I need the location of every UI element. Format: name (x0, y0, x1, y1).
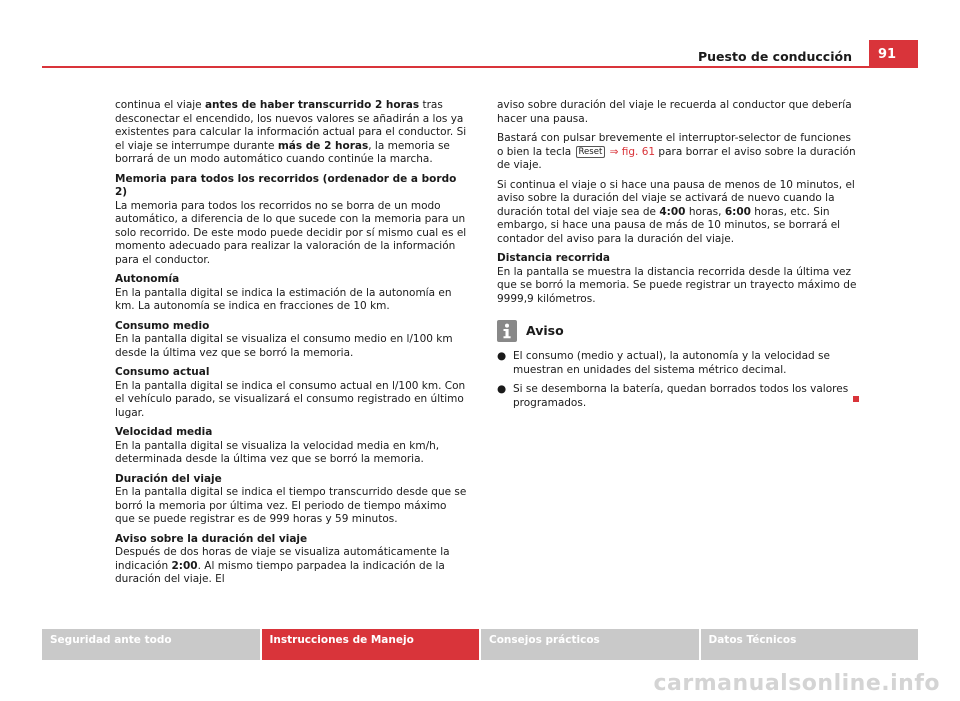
reset-key: Reset (576, 146, 606, 158)
memoria-text: La memoria para todos los recorridos no se borra de un modo automático, a diferencia de lo que sucede con la memoria para un solo recorrido. De este modo puede decidir por sí mismo cual es el momento adecuado para realizar la valoración de la información para el conductor. (115, 199, 467, 266)
footer-tab-instrucciones[interactable]: Instrucciones de Manejo (262, 629, 480, 660)
section-end-marker (853, 396, 859, 402)
footer-tab-consejos[interactable]: Consejos prácticos (481, 629, 699, 660)
display-value: 2:00 (171, 559, 198, 572)
aviso-header (497, 320, 857, 342)
memoria-heading: Memoria para todos los recorridos (ordenador de a bordo 2) (115, 172, 457, 198)
velocidad-media-text: En la pantalla digital se visualiza la velocidad media en km/h, determinada desde la última vez que se borró la memoria. (115, 439, 440, 465)
reset-instruction: Bastará con pulsar brevemente el interruptor-selector de funciones o bien la tecla Reset ⇒ fig. 61 para borrar el aviso sobre la duración de viaje. (497, 132, 856, 171)
right-column (497, 99, 857, 416)
page-number: 91 (869, 40, 918, 68)
info-icon (497, 320, 517, 342)
consumo-actual-text: En la pantalla digital se indica el consumo actual en l/100 km. Con el vehículo parado, se visualizará el consumo registrado en último lugar. (115, 379, 466, 419)
pause-paragraph: Si continua el viaje o si hace una pausa de menos de 10 minutos, el aviso sobre la duración del viaje se activará de nuevo cuando la duración total del viaje sea de 4:00 horas, 6:00 horas, etc. Sin embargo, si hace una pausa de más de 10 minutos, se borrará el contador del aviso para la duración del viaje. (497, 178, 855, 245)
consumo-medio-text: En la pantalla digital se visualiza el consumo medio en l/100 km desde la última vez que se borró la memoria. (115, 333, 453, 359)
bullet-icon: ● (497, 350, 507, 362)
consumo-medio-heading: Consumo medio (115, 319, 210, 332)
display-value: 4:00 (659, 205, 686, 218)
aviso-item: ● Si se desemborna la batería, quedan borrados todos los valores programados. (497, 383, 857, 410)
consumo-actual-heading: Consumo actual (115, 366, 210, 378)
paragraph-continuation: continua el viaje antes de haber transcurrido 2 horas tras desconectar el encendido, los nuevos valores se añadirán a los ya existentes para calcular la información actual para el conductor. Si el viaje se interrumpe durante más de 2 horas, la memoria se borrará de un modo automático cuando continúe la marcha. (115, 99, 467, 165)
footer-tab-seguridad[interactable]: Seguridad ante todo (42, 629, 260, 660)
watermark: carmanualsonline.info (653, 671, 940, 696)
header-rule (42, 66, 918, 68)
display-value: 6:00 (724, 205, 751, 218)
aviso-item: ● El consumo (medio y actual), la autonomía y la velocidad se muestran en unidades del sistema métrico decimal. (497, 350, 830, 376)
duracion-viaje-heading: Duración del viaje (115, 472, 222, 485)
footer-navigation (42, 629, 918, 660)
aviso-duracion-heading: Aviso sobre la duración del viaje (115, 532, 308, 545)
bullet-icon: ● (497, 383, 507, 395)
left-column (115, 99, 467, 593)
aviso-title: Aviso (526, 323, 564, 339)
footer-tab-datos[interactable]: Datos Técnicos (701, 629, 919, 660)
distancia-text: En la pantalla se muestra la distancia recorrida desde la última vez que se borró la memoria. Se puede registrar un trayecto máximo de 9999,9 kilómetros. (497, 265, 857, 305)
autonomia-text: En la pantalla digital se indica la estimación de la autonomía en km. La autonomía se indica en fracciones de 10 km. (115, 286, 452, 312)
section-title: Puesto de conducción (697, 49, 852, 64)
duracion-viaje-text: En la pantalla digital se indica el tiempo transcurrido desde que se borró la memoria por última vez. El periodo de tiempo máximo que se puede registrar es de 999 horas y 59 minutos. (115, 486, 467, 525)
paragraph-continuation-right: aviso sobre duración del viaje le recuerda al conductor que debería hacer una pausa. (497, 99, 852, 125)
distancia-heading: Distancia recorrida (497, 252, 611, 264)
autonomia-heading: Autonomía (115, 273, 180, 285)
velocidad-media-heading: Velocidad media (115, 426, 213, 438)
figure-reference-link[interactable]: ⇒ fig. 61 (609, 145, 656, 158)
aviso-duracion-text: Después de dos horas de viaje se visualiza automáticamente la indicación 2:00. Al mismo tiempo parpadea la indicación de la duración del viaje. El (115, 546, 450, 585)
